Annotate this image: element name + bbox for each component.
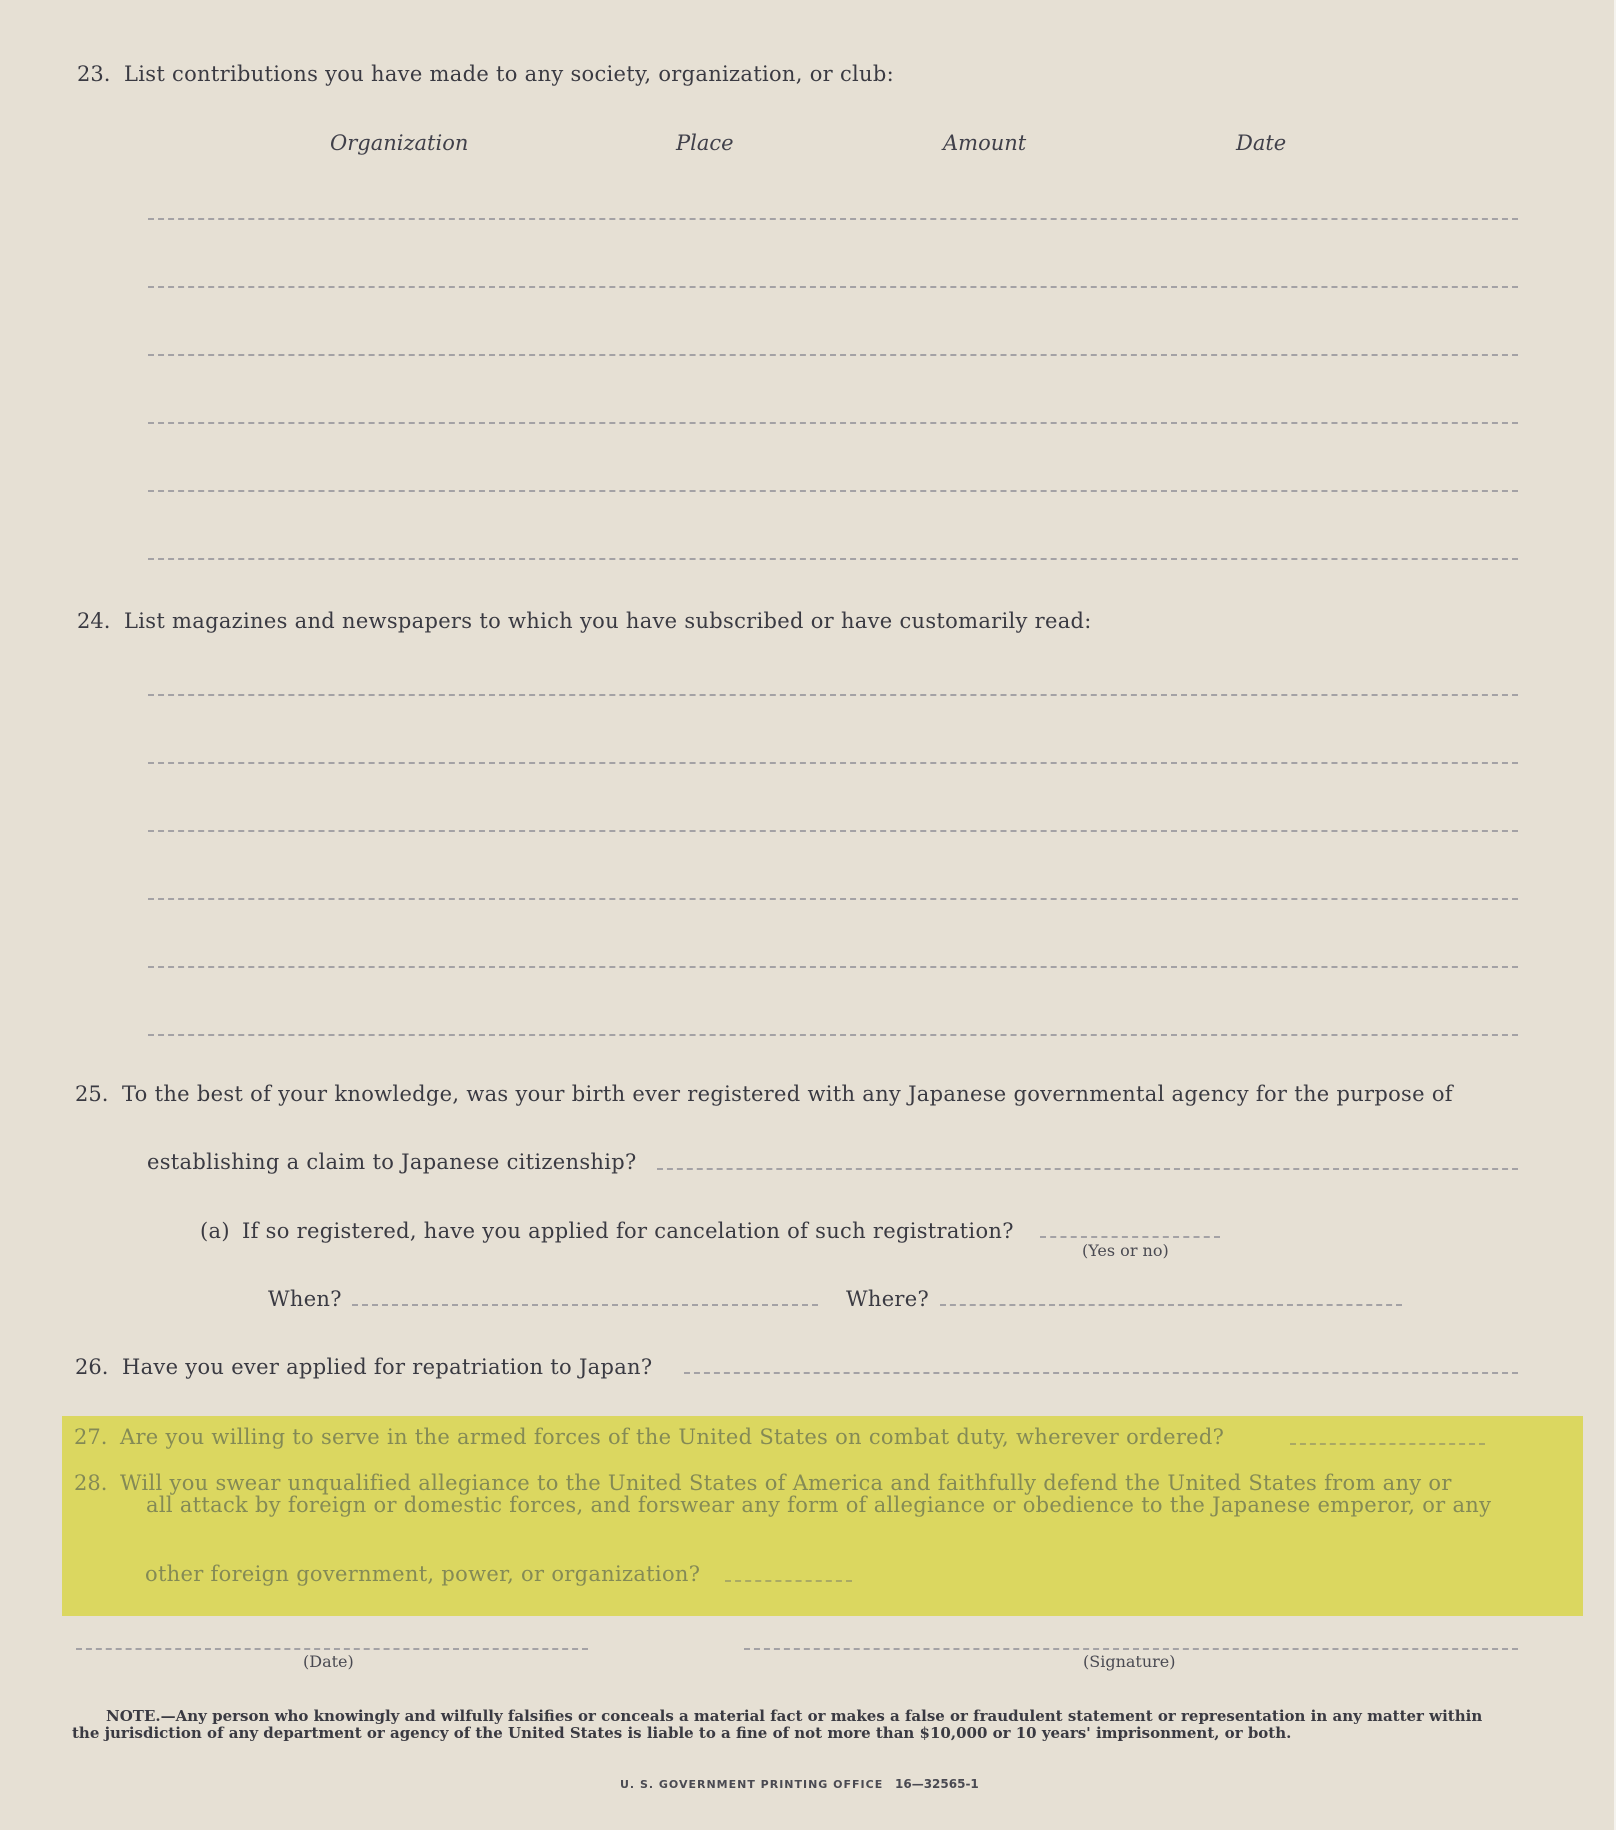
note-line-2: the jurisdiction of any department or agency of the United States is liable to a fine of not more than $10,000 or 10 years' imprisonment, or both.: [72, 1724, 1292, 1742]
q23-answer-line-6[interactable]: [148, 558, 1518, 560]
q23-answer-line-5[interactable]: [148, 490, 1518, 492]
q24-number: 24.: [77, 609, 111, 633]
signature-line[interactable]: [744, 1648, 1518, 1650]
q23-answer-line-1[interactable]: [148, 218, 1518, 220]
q28-text-line-1: Will you swear unqualified allegiance to the United States of America and faithfully defend the United States from any or: [120, 1471, 1452, 1495]
q26-answer-line[interactable]: [684, 1372, 1518, 1374]
q27-answer-line[interactable]: [1290, 1443, 1485, 1445]
printer-credit: U. S. GOVERNMENT PRINTING OFFICE: [620, 1778, 884, 1791]
q28-text-line-3: other foreign government, power, or organization?: [145, 1562, 701, 1586]
form-number: 16—32565-1: [895, 1777, 979, 1791]
q25a-text: If so registered, have you applied for cancelation of such registration?: [242, 1219, 1014, 1243]
q23-answer-line-3[interactable]: [148, 354, 1518, 356]
q24-answer-line-1[interactable]: [148, 694, 1518, 696]
q25-number: 25.: [75, 1082, 109, 1106]
q25-when-answer-line[interactable]: [352, 1304, 818, 1306]
q25-answer-line[interactable]: [657, 1168, 1518, 1170]
q25-where-label: Where?: [846, 1287, 930, 1311]
q25-text-line-1: To the best of your knowledge, was your birth ever registered with any Japanese governmental agency for the purpose of: [122, 1082, 1453, 1106]
q26-number: 26.: [75, 1355, 109, 1379]
q28-number: 28.: [74, 1471, 108, 1495]
note-line-1: NOTE.—Any person who knowingly and wilfully falsifies or conceals a material fact or makes a false or fraudulent statement or representation in any matter within: [106, 1707, 1483, 1725]
column-header-organization: Organization: [330, 131, 469, 155]
q23-answer-line-4[interactable]: [148, 422, 1518, 424]
q25-text-line-2: establishing a claim to Japanese citizenship?: [147, 1150, 637, 1174]
q24-answer-line-2[interactable]: [148, 762, 1518, 764]
q23-answer-line-2[interactable]: [148, 286, 1518, 288]
column-header-amount: Amount: [943, 131, 1027, 155]
q25a-label: (a): [200, 1219, 230, 1243]
yes-or-no-hint: (Yes or no): [1082, 1241, 1169, 1260]
q28-answer-line[interactable]: [725, 1580, 852, 1582]
column-header-date: Date: [1236, 131, 1287, 155]
q24-answer-line-4[interactable]: [148, 898, 1518, 900]
date-line[interactable]: [76, 1648, 588, 1650]
q24-answer-line-5[interactable]: [148, 966, 1518, 968]
q25a-answer-line[interactable]: [1040, 1236, 1220, 1238]
signature-label: (Signature): [1083, 1652, 1176, 1671]
legal-note: [72, 1708, 1522, 1742]
q25-where-answer-line[interactable]: [940, 1304, 1402, 1306]
q27-number: 27.: [74, 1425, 108, 1449]
q24-answer-line-3[interactable]: [148, 830, 1518, 832]
q25-when-label: When?: [268, 1287, 342, 1311]
q24-text: List magazines and newspapers to which you have subscribed or have customarily read:: [124, 609, 1092, 633]
q27-text: Are you willing to serve in the armed forces of the United States on combat duty, wherever ordered?: [120, 1425, 1225, 1449]
column-header-place: Place: [676, 131, 734, 155]
q26-text: Have you ever applied for repatriation to Japan?: [122, 1355, 653, 1379]
q23-number: 23.: [77, 62, 111, 86]
q28-text-line-2: all attack by foreign or domestic forces, and forswear any form of allegiance or obedience to the Japanese emperor, or any: [146, 1493, 1492, 1517]
date-label: (Date): [303, 1652, 354, 1671]
q24-answer-line-6[interactable]: [148, 1034, 1518, 1036]
q23-text: List contributions you have made to any society, organization, or club:: [124, 62, 894, 86]
